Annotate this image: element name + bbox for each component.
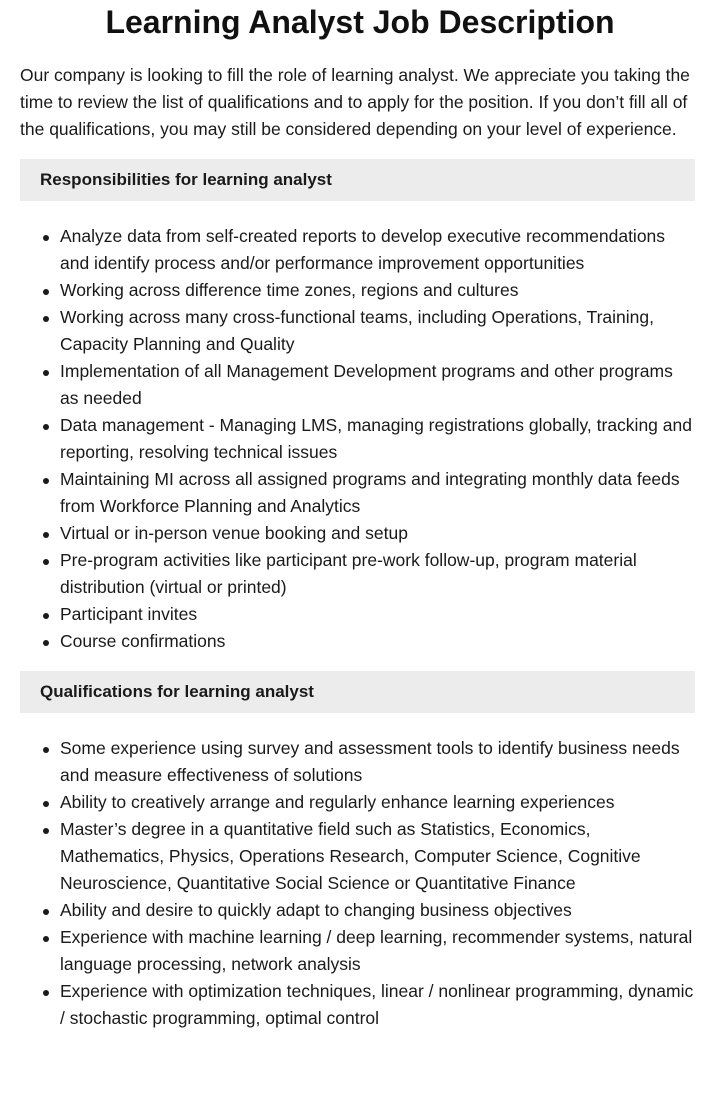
qualification-item: Experience with optimization techniques, linear / nonlinear programming, dynamic / stochastic programming, optimal control xyxy=(60,978,695,1032)
responsibility-item: Pre-program activities like participant pre-work follow-up, program material distribution (virtual or printed) xyxy=(60,547,695,601)
responsibility-item: Implementation of all Management Development programs and other programs as needed xyxy=(60,358,695,412)
page-title: Learning Analyst Job Description xyxy=(105,4,615,40)
qualification-item: Master’s degree in a quantitative field such as Statistics, Economics, Mathematics, Physics, Operations Research, Computer Science, Cognitive Neuroscience, Quantitative Social Science or Quantitative Finance xyxy=(60,816,695,897)
qualification-item: Some experience using survey and assessment tools to identify business needs and measure effectiveness of solutions xyxy=(60,735,695,789)
qualifications-heading: Qualifications for learning analyst xyxy=(20,671,695,713)
responsibility-item: Analyze data from self-created reports to develop executive recommendations and identify process and/or performance improvement opportunities xyxy=(60,223,695,277)
qualification-item: Ability to creatively arrange and regularly enhance learning experiences xyxy=(60,789,695,816)
qualifications-list xyxy=(20,735,695,1032)
responsibility-item: Working across many cross-functional teams, including Operations, Training, Capacity Planning and Quality xyxy=(60,304,695,358)
intro-paragraph: Our company is looking to fill the role of learning analyst. We appreciate you taking the time to review the list of qualifications and to apply for the position. If you don’t fill all of the qualifications, you may still be considered depending on your level of experience. xyxy=(20,65,690,139)
responsibility-item: Maintaining MI across all assigned programs and integrating monthly data feeds from Workforce Planning and Analytics xyxy=(60,466,695,520)
responsibility-item: Participant invites xyxy=(60,601,695,628)
responsibility-item: Virtual or in-person venue booking and setup xyxy=(60,520,695,547)
responsibilities-list xyxy=(20,223,695,655)
qualification-item: Ability and desire to quickly adapt to changing business objectives xyxy=(60,897,695,924)
responsibilities-heading: Responsibilities for learning analyst xyxy=(20,159,695,201)
responsibility-item: Data management - Managing LMS, managing registrations globally, tracking and reporting, resolving technical issues xyxy=(60,412,695,466)
qualification-item: Experience with machine learning / deep learning, recommender systems, natural language processing, network analysis xyxy=(60,924,695,978)
responsibility-item: Working across difference time zones, regions and cultures xyxy=(60,277,695,304)
responsibility-item: Course confirmations xyxy=(60,628,695,655)
